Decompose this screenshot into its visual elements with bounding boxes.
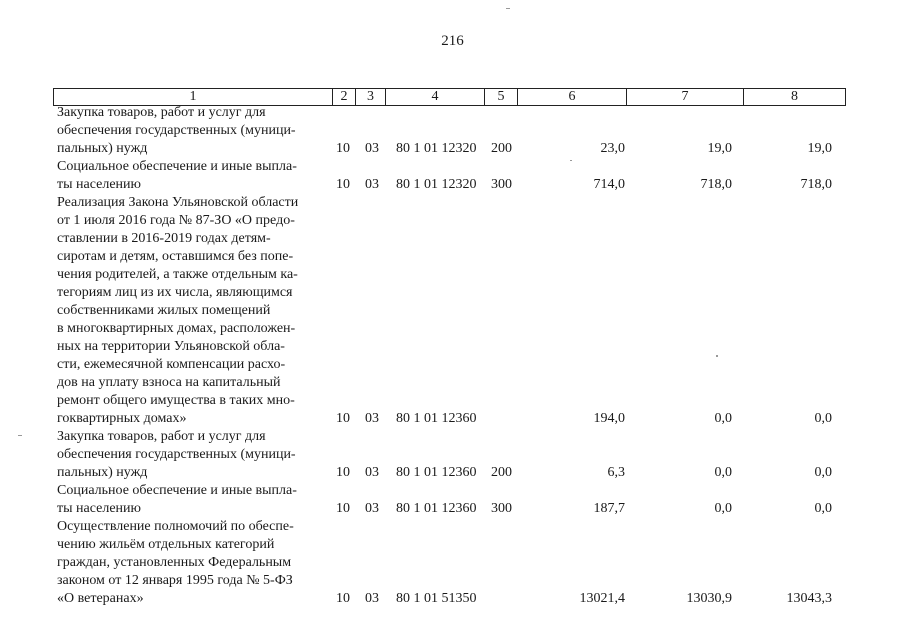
section-code: 10 — [336, 411, 350, 426]
amount-col-8: 13043,3 — [786, 591, 832, 606]
amount-col-6: 6,3 — [607, 465, 625, 480]
amount-col-6: 714,0 — [593, 177, 625, 192]
table-row — [0, 428, 905, 482]
header-col-1: 1 — [54, 89, 333, 105]
subsection-code: 03 — [365, 501, 379, 516]
row-description — [57, 482, 323, 518]
header-col-6: 6 — [518, 89, 627, 105]
header-col-3: 3 — [356, 89, 386, 105]
header-col-8: 8 — [791, 89, 798, 104]
description-line: ставлении в 2016-2019 годах детям- — [57, 231, 271, 246]
section-code: 10 — [336, 465, 350, 480]
description-line: в многоквартирных домах, расположен- — [57, 321, 296, 336]
subsection-code: 03 — [365, 465, 379, 480]
description-line: Реализация Закона Ульяновской области — [57, 195, 299, 210]
header-col-2: 2 — [333, 89, 356, 105]
amount-col-7: 0,0 — [714, 465, 732, 480]
subsection-code: 03 — [365, 591, 379, 606]
description-line: законом от 12 января 1995 года № 5-ФЗ — [57, 573, 293, 588]
description-line: гоквартирных домах» — [57, 411, 187, 426]
table-row — [0, 158, 905, 194]
target-article-code: 80 1 01 12320 — [396, 141, 477, 156]
description-line: обеспечения государственных (муници- — [57, 123, 296, 138]
amount-col-6: 23,0 — [600, 141, 625, 156]
row-description — [57, 194, 323, 428]
description-line: сиротам и детям, оставшимся без попе- — [57, 249, 294, 264]
description-line: Закупка товаров, работ и услуг для — [57, 105, 266, 120]
table-row — [0, 518, 905, 608]
target-article-code: 80 1 01 12360 — [396, 501, 477, 516]
description-line: Социальное обеспечение и иные выпла- — [57, 159, 297, 174]
description-line: граждан, установленных Федеральным — [57, 555, 292, 570]
description-line: пальных) нужд — [57, 141, 148, 156]
target-article-code: 80 1 01 12360 — [396, 465, 477, 480]
description-line: «О ветеранах» — [57, 591, 144, 606]
amount-col-8: 0,0 — [814, 411, 832, 426]
amount-col-6: 13021,4 — [579, 591, 625, 606]
description-line: обеспечения государственных (муници- — [57, 447, 296, 462]
target-article-code: 80 1 01 51350 — [396, 591, 477, 606]
description-line: тегориям лиц из их числа, являющимся — [57, 285, 293, 300]
section-code: 10 — [336, 591, 350, 606]
amount-col-7: 0,0 — [714, 411, 732, 426]
description-line: чению жильём отдельных категорий — [57, 537, 275, 552]
row-description — [57, 158, 323, 194]
header-col-5: 5 — [485, 89, 518, 105]
description-line: ты населению — [57, 177, 141, 192]
header-col-4: 4 — [386, 89, 485, 105]
amount-col-7: 718,0 — [700, 177, 732, 192]
amount-col-7: 19,0 — [707, 141, 732, 156]
description-line: ных на территории Ульяновской обла- — [57, 339, 285, 354]
description-line: ремонт общего имущества в таких мно- — [57, 393, 295, 408]
header-col-7: 7 — [627, 89, 744, 105]
row-description — [57, 518, 323, 608]
row-description — [57, 104, 323, 158]
description-line: пальных) нужд — [57, 465, 148, 480]
description-line: дов на уплату взноса на капитальный — [57, 375, 281, 390]
section-code: 10 — [336, 501, 350, 516]
amount-col-6: 194,0 — [593, 411, 625, 426]
expense-type-code: 200 — [491, 141, 512, 156]
description-line: чения родителей, а также отдельным ка- — [57, 267, 298, 282]
description-line: Социальное обеспечение и иные выпла- — [57, 483, 297, 498]
section-code: 10 — [336, 141, 350, 156]
subsection-code: 03 — [365, 141, 379, 156]
amount-col-7: 0,0 — [714, 501, 732, 516]
description-line: собственниками жилых помещений — [57, 303, 271, 318]
amount-col-6: 187,7 — [593, 501, 625, 516]
table-row — [0, 482, 905, 518]
row-description — [57, 428, 323, 482]
expense-type-code: 300 — [491, 177, 512, 192]
expense-type-code: 200 — [491, 465, 512, 480]
subsection-code: 03 — [365, 177, 379, 192]
amount-col-7: 13030,9 — [686, 591, 732, 606]
description-line: от 1 июля 2016 года № 87-ЗО «О предо- — [57, 213, 295, 228]
subsection-code: 03 — [365, 411, 379, 426]
description-line: Осуществление полномочий по обеспе- — [57, 519, 294, 534]
target-article-code: 80 1 01 12320 — [396, 177, 477, 192]
page-number: 216 — [441, 33, 464, 49]
description-line: ты населению — [57, 501, 141, 516]
amount-col-8: 0,0 — [814, 465, 832, 480]
table-row — [0, 104, 905, 158]
table-row — [0, 194, 905, 428]
amount-col-8: 718,0 — [800, 177, 832, 192]
description-line: сти, ежемесячной компенсации расхо- — [57, 357, 286, 372]
target-article-code: 80 1 01 12360 — [396, 411, 477, 426]
amount-col-8: 19,0 — [807, 141, 832, 156]
description-line: Закупка товаров, работ и услуг для — [57, 429, 266, 444]
expense-type-code: 300 — [491, 501, 512, 516]
table-body — [0, 104, 905, 608]
section-code: 10 — [336, 177, 350, 192]
amount-col-8: 0,0 — [814, 501, 832, 516]
